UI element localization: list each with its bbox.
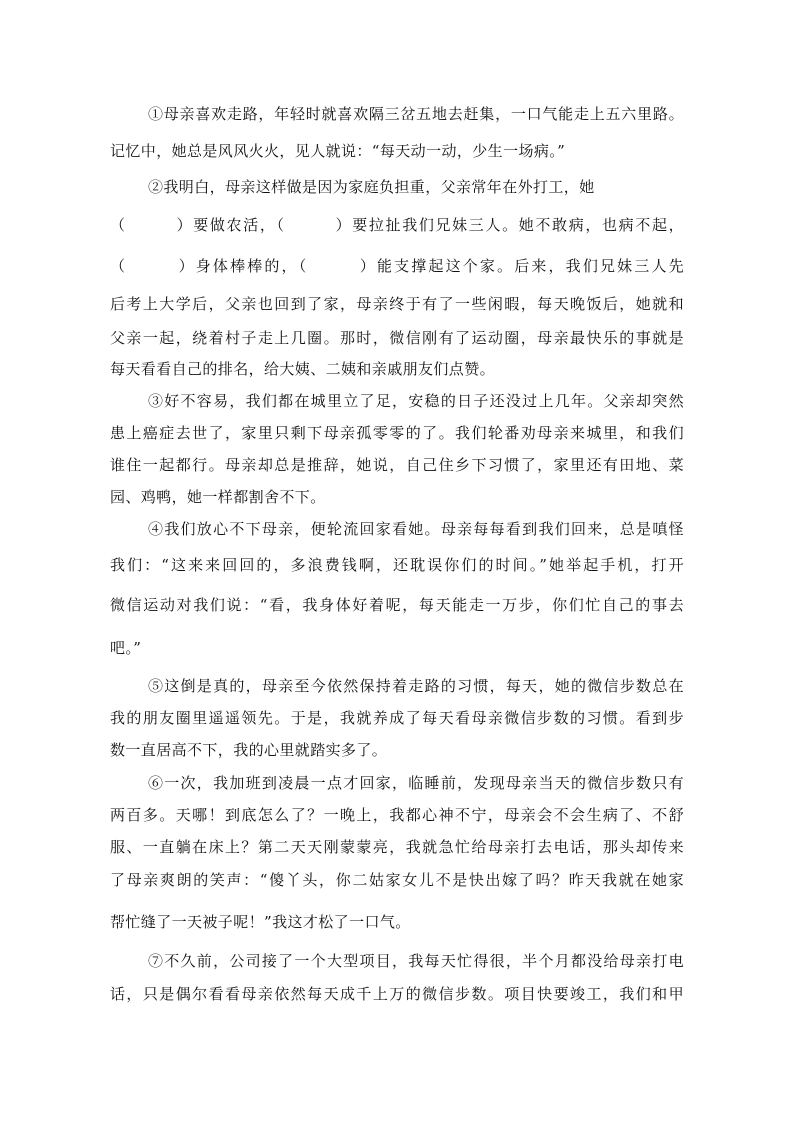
paragraph-2-line-3: （ ）身体棒棒的，（ ）能支撑起这个家。后来，我们兄妹三人先 bbox=[110, 257, 684, 275]
paragraph-3-line-1: ③好不容易，我们都在城里立了足，安稳的日子还没过上几年。父亲却突然 bbox=[148, 392, 684, 410]
paragraph-5-line-1: ⑤这倒是真的，母亲至今依然保持着走路的习惯，每天，她的微信步数总在 bbox=[148, 677, 684, 695]
paragraph-6-line-3: 服、一直躺在床上？第二天天刚蒙蒙亮，我就急忙给母亲打去电话，那头却传来 bbox=[110, 838, 684, 856]
paragraph-2-line-6: 每天看看自己的排名，给大姨、二姨和亲戚朋友们点赞。 bbox=[110, 360, 496, 378]
paragraph-1-line-2: 记忆中，她总是风风火火，见人就说：“每天动一动，少生一场病。” bbox=[110, 142, 566, 160]
paragraph-6-line-2: 两百多。天哪！到底怎么了？一晚上，我都心神不宁，母亲会不会生病了、不舒 bbox=[110, 806, 684, 824]
paragraph-5-line-2: 我的朋友圈里遥遥领先。于是，我就养成了每天看母亲微信步数的习惯。看到步 bbox=[110, 709, 684, 727]
paragraph-4-line-2: 我们：“这来来回回的，多浪费钱啊，还耽误你们的时间。”她举起手机，打开 bbox=[110, 556, 684, 574]
paragraph-2-line-4: 后考上大学后，父亲也回到了家，母亲终于有了一些闲暇，每天晚饭后，她就和 bbox=[110, 295, 684, 313]
paragraph-6-line-1: ⑥一次，我加班到凌晨一点才回家，临睡前，发现母亲当天的微信步数只有 bbox=[148, 774, 684, 792]
paragraph-1-line-1: ①母亲喜欢走路，年轻时就喜欢隔三岔五地去赶集，一口气能走上五六里路。 bbox=[148, 105, 684, 123]
paragraph-4-line-1: ④我们放心不下母亲，便轮流回家看她。母亲每每看到我们回来，总是嗔怪 bbox=[148, 520, 684, 538]
paragraph-5-line-3: 数一直居高不下，我的心里就踏实多了。 bbox=[110, 741, 388, 759]
paragraph-3-line-4: 园、鸡鸭，她一样都割舍不下。 bbox=[110, 488, 326, 506]
paragraph-4-line-3: 微信运动对我们说：“看，我身体好着呢，每天能走一万步，你们忙自己的事去 bbox=[110, 596, 684, 614]
paragraph-4-line-4: 吧。” bbox=[110, 639, 142, 657]
paragraph-7-line-1: ⑦不久前，公司接了一个大型项目，我每天忙得很，半个月都没给母亲打电 bbox=[148, 952, 684, 970]
paragraph-3-line-3: 谁住一起都行。母亲却总是推辞，她说，自己住乡下习惯了，家里还有田地、菜 bbox=[110, 456, 684, 474]
paragraph-2-line-1: ②我明白，母亲这样做是因为家庭负担重，父亲常年在外打工，她 bbox=[148, 178, 595, 196]
paragraph-6-line-5: 帮忙缝了一天被子呢！”我这才松了一口气。 bbox=[110, 913, 411, 931]
paragraph-2-line-2: （ ）要做农活，（ ）要拉扯我们兄妹三人。她不敢病，也病不起， bbox=[110, 216, 684, 234]
paragraph-3-line-2: 患上癌症去世了，家里只剩下母亲孤零零的了。我们轮番劝母亲来城里，和我们 bbox=[110, 424, 684, 442]
paragraph-2-line-5: 父亲一起，绕着村子走上几圈。那时，微信刚有了运动圈，母亲最快乐的事就是 bbox=[110, 329, 684, 347]
paragraph-7-line-2: 话，只是偶尔看看母亲依然每天成千上万的微信步数。项目快要竣工，我们和甲 bbox=[110, 985, 684, 1003]
paragraph-6-line-4: 了母亲爽朗的笑声：“傻丫头，你二姑家女儿不是快出嫁了吗？昨天我就在她家 bbox=[110, 871, 684, 889]
